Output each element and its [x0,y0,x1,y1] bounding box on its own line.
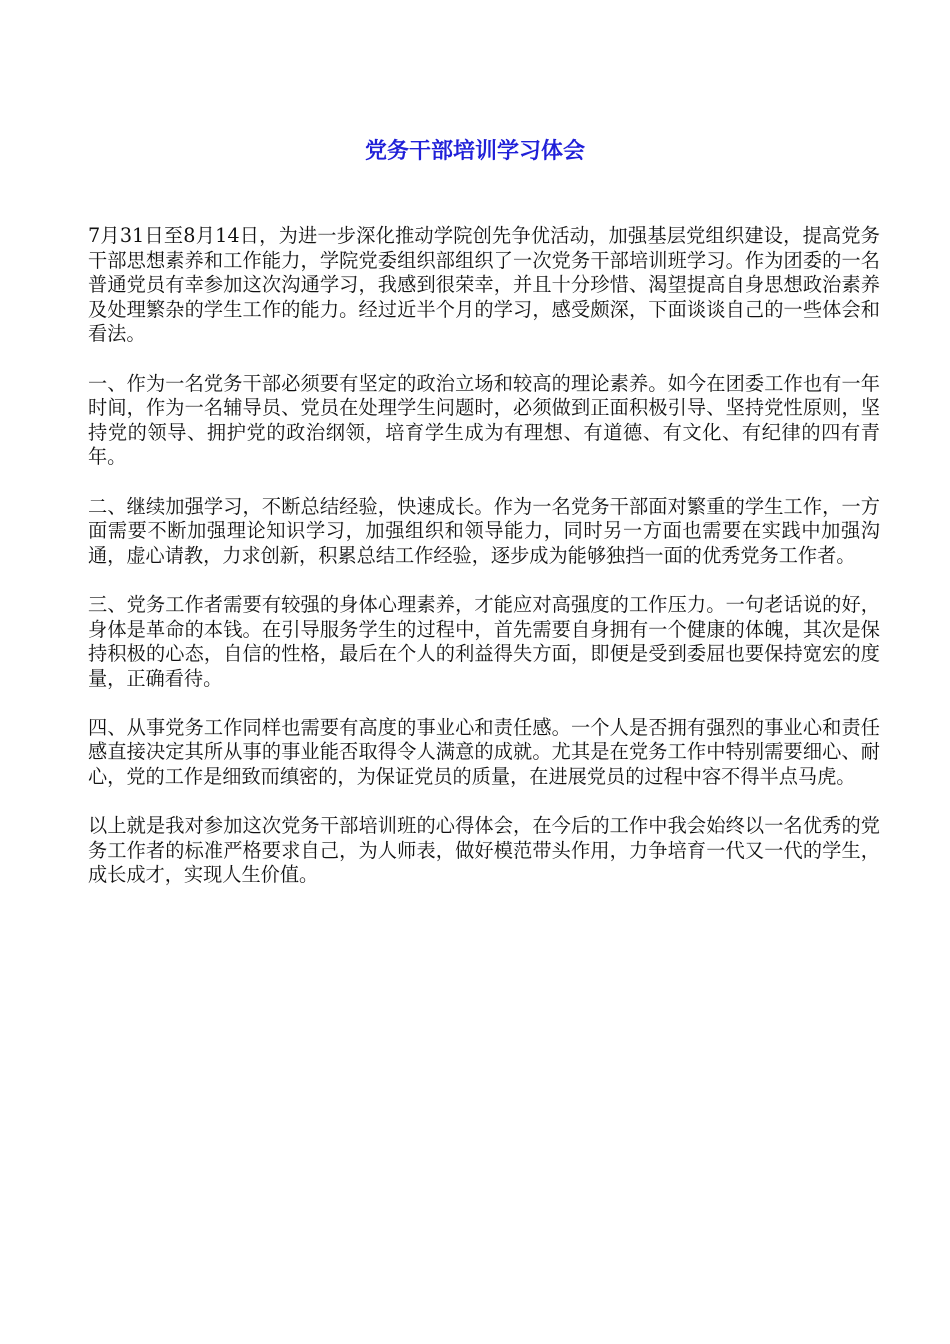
paragraph-point-1: 一、作为一名党务干部必须要有坚定的政治立场和较高的理论素养。如今在团委工作也有一年时间，作为一名辅导员、党员在处理学生问题时，必须做到正面积极引导、坚持党性原则，坚持党的领导、拥护党的政治纲领，培育学生成为有理想、有道德、有文化、有纪律的四有青年。 [88,371,880,469]
paragraph-point-2: 二、继续加强学习，不断总结经验，快速成长。作为一名党务干部面对繁重的学生工作，一方面需要不断加强理论知识学习，加强组织和领导能力，同时另一方面也需要在实践中加强沟通，虚心请教，力求创新，积累总结工作经验，逐步成为能够独挡一面的优秀党务工作者。 [88,494,880,567]
document-body [88,224,880,913]
paragraph-intro: 7月31日至8月14日，为进一步深化推动学院创先争优活动，加强基层党组织建设，提高党务干部思想素养和工作能力，学院党委组织部组织了一次党务干部培训班学习。作为团委的一名普通党员有幸参加这次沟通学习，我感到很荣幸，并且十分珍惜、渴望提高自身思想政治素养及处理繁杂的学生工作的能力。经过近半个月的学习，感受颇深，下面谈谈自己的一些体会和看法。 [88,224,880,346]
document-title: 党务干部培训学习体会 [364,139,585,164]
paragraph-point-4: 四、从事党务工作同样也需要有高度的事业心和责任感。一个人是否拥有强烈的事业心和责任感直接决定其所从事的事业能否取得令人满意的成就。尤其是在党务工作中特别需要细心、耐心，党的工作是细致而缜密的，为保证党员的质量，在进展党员的过程中容不得半点马虎。 [88,715,880,789]
paragraph-conclusion: 以上就是我对参加这次党务干部培训班的心得体会，在今后的工作中我会始终以一名优秀的党务工作者的标准严格要求自己，为人师表，做好模范带头作用，力争培育一代又一代的学生，成长成才，实现人生价值。 [88,814,880,887]
paragraph-point-3: 三、党务工作者需要有较强的身体心理素养，才能应对高强度的工作压力。一句老话说的好，身体是革命的本钱。在引导服务学生的过程中，首先需要自身拥有一个健康的体魄，其次是保持积极的心态，自信的性格，最后在个人的利益得失方面，即便是受到委屈也要保持宽宏的度量，正确看待。 [88,592,880,690]
